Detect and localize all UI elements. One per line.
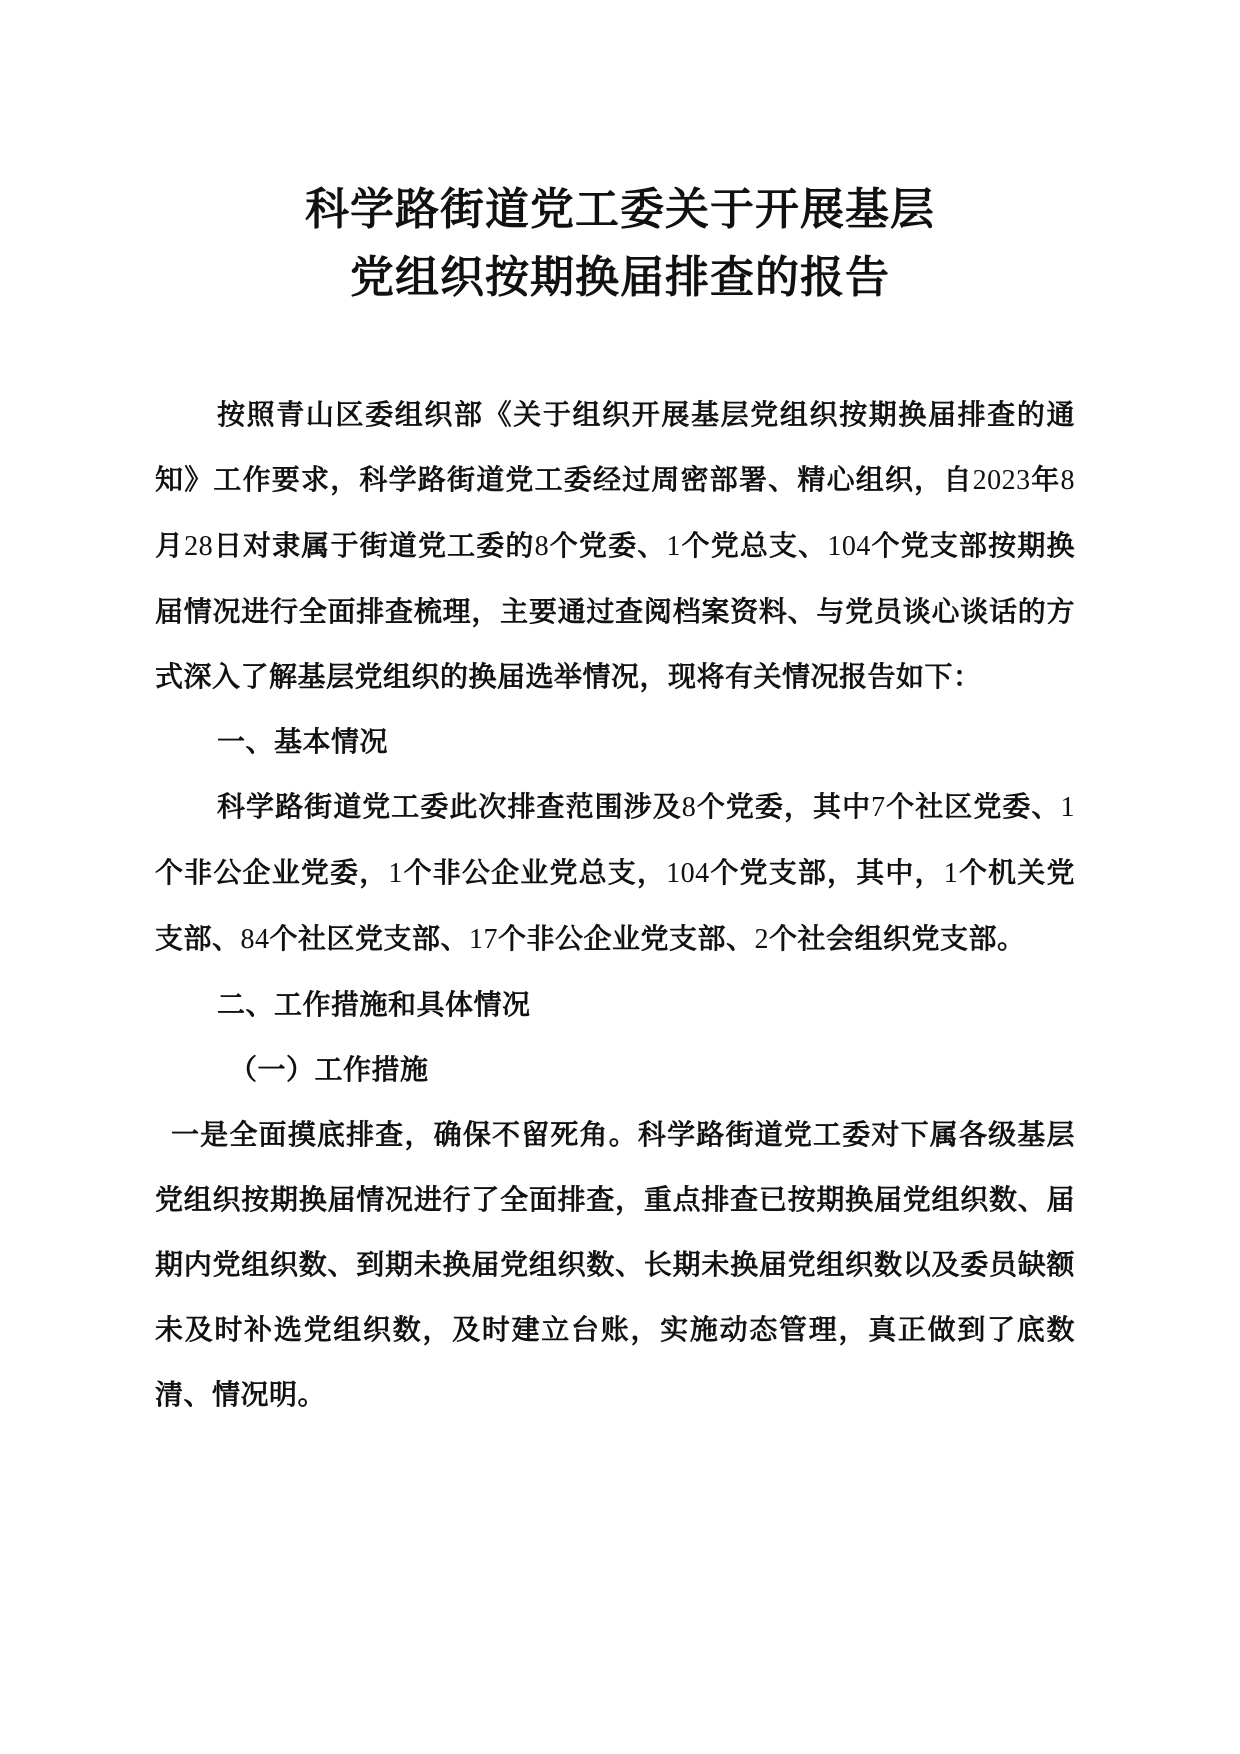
basic-number-3: 1	[1060, 792, 1075, 823]
measure-1-paragraph: 一是全面摸底排查，确保不留死角。科学路街道党工委对下属各级基层党组织按期换届情况进行了全面排查，重点排查已按期换届党组织数、届期内党组织数、到期未换届党组织数、长期未换届党组织数以及委员缺额未及时补选党组织数，及时建立台账，实施动态管理，真正做到了底数清、情况明。	[155, 1118, 1075, 1411]
basic-text-6: 个党支部，其中，	[709, 856, 944, 889]
intro-committee-text: 个党委、	[549, 529, 667, 562]
basic-text-4: 个非公企业党委，	[155, 856, 389, 889]
document-body	[155, 382, 1075, 1427]
basic-text-5: 个非公企业党总支，	[402, 856, 667, 889]
intro-branch-count: 104	[827, 531, 871, 562]
intro-year-unit: 年	[1030, 463, 1061, 496]
intro-day-text: 日对隶属于街道党工委的	[213, 529, 535, 562]
basic-text-10: 个社会组织党支部。	[769, 922, 1026, 955]
basic-number-8: 17	[469, 924, 499, 955]
basic-number-9: 2	[754, 924, 770, 955]
basic-paragraph	[155, 774, 1075, 972]
basic-number-6: 1	[943, 858, 959, 889]
basic-text-7: 个机关党支部、	[155, 856, 1075, 955]
heading-basic-situation: 一、基本情况	[217, 725, 389, 758]
intro-day: 28	[184, 531, 214, 562]
intro-year: 2023	[972, 465, 1031, 496]
intro-paragraph	[155, 382, 1075, 709]
intro-text-1: 按照青山区委组织部《关于组织开展基层党组织按期换届排查的通知》工作要求，科学路街道党工委经过周密部署、精心组织，自	[155, 398, 1075, 496]
intro-general-text: 个党总支、	[680, 529, 828, 562]
basic-text-2: 个党委，其中	[696, 790, 872, 823]
heading-measures-and-situation: 二、工作措施和具体情况	[217, 988, 531, 1021]
intro-text-end: 个党支部按期换届情况进行全面排查梳理，主要通过查阅档案资料、与党员谈心谈话的方式深入了解基层党组织的换届选举情况，现将有关情况报告如下：	[155, 529, 1075, 693]
basic-text-1: 科学路街道党工委此次排查范围涉及	[217, 790, 682, 823]
basic-number-1: 8	[681, 792, 697, 823]
basic-text-9: 个非公企业党支部、	[498, 922, 755, 955]
basic-number-2: 7	[871, 792, 886, 823]
intro-committee-count: 8	[534, 531, 550, 562]
intro-month: 8	[1060, 465, 1075, 496]
basic-number-5: 104	[666, 858, 710, 889]
basic-text-3: 个社区党委、	[885, 790, 1061, 823]
heading-work-measures: （一）工作措施	[229, 1053, 429, 1086]
intro-general-count: 1	[666, 531, 681, 562]
intro-month-unit: 月	[155, 529, 185, 562]
basic-text-8: 个社区党支部、	[269, 922, 470, 955]
basic-number-7: 84	[240, 924, 270, 955]
basic-number-4: 1	[388, 858, 403, 889]
document-title-line-2: 党组织按期换届排查的报告	[350, 252, 890, 303]
document-title-line-1: 科学路街道党工委关于开展基层	[305, 184, 935, 235]
